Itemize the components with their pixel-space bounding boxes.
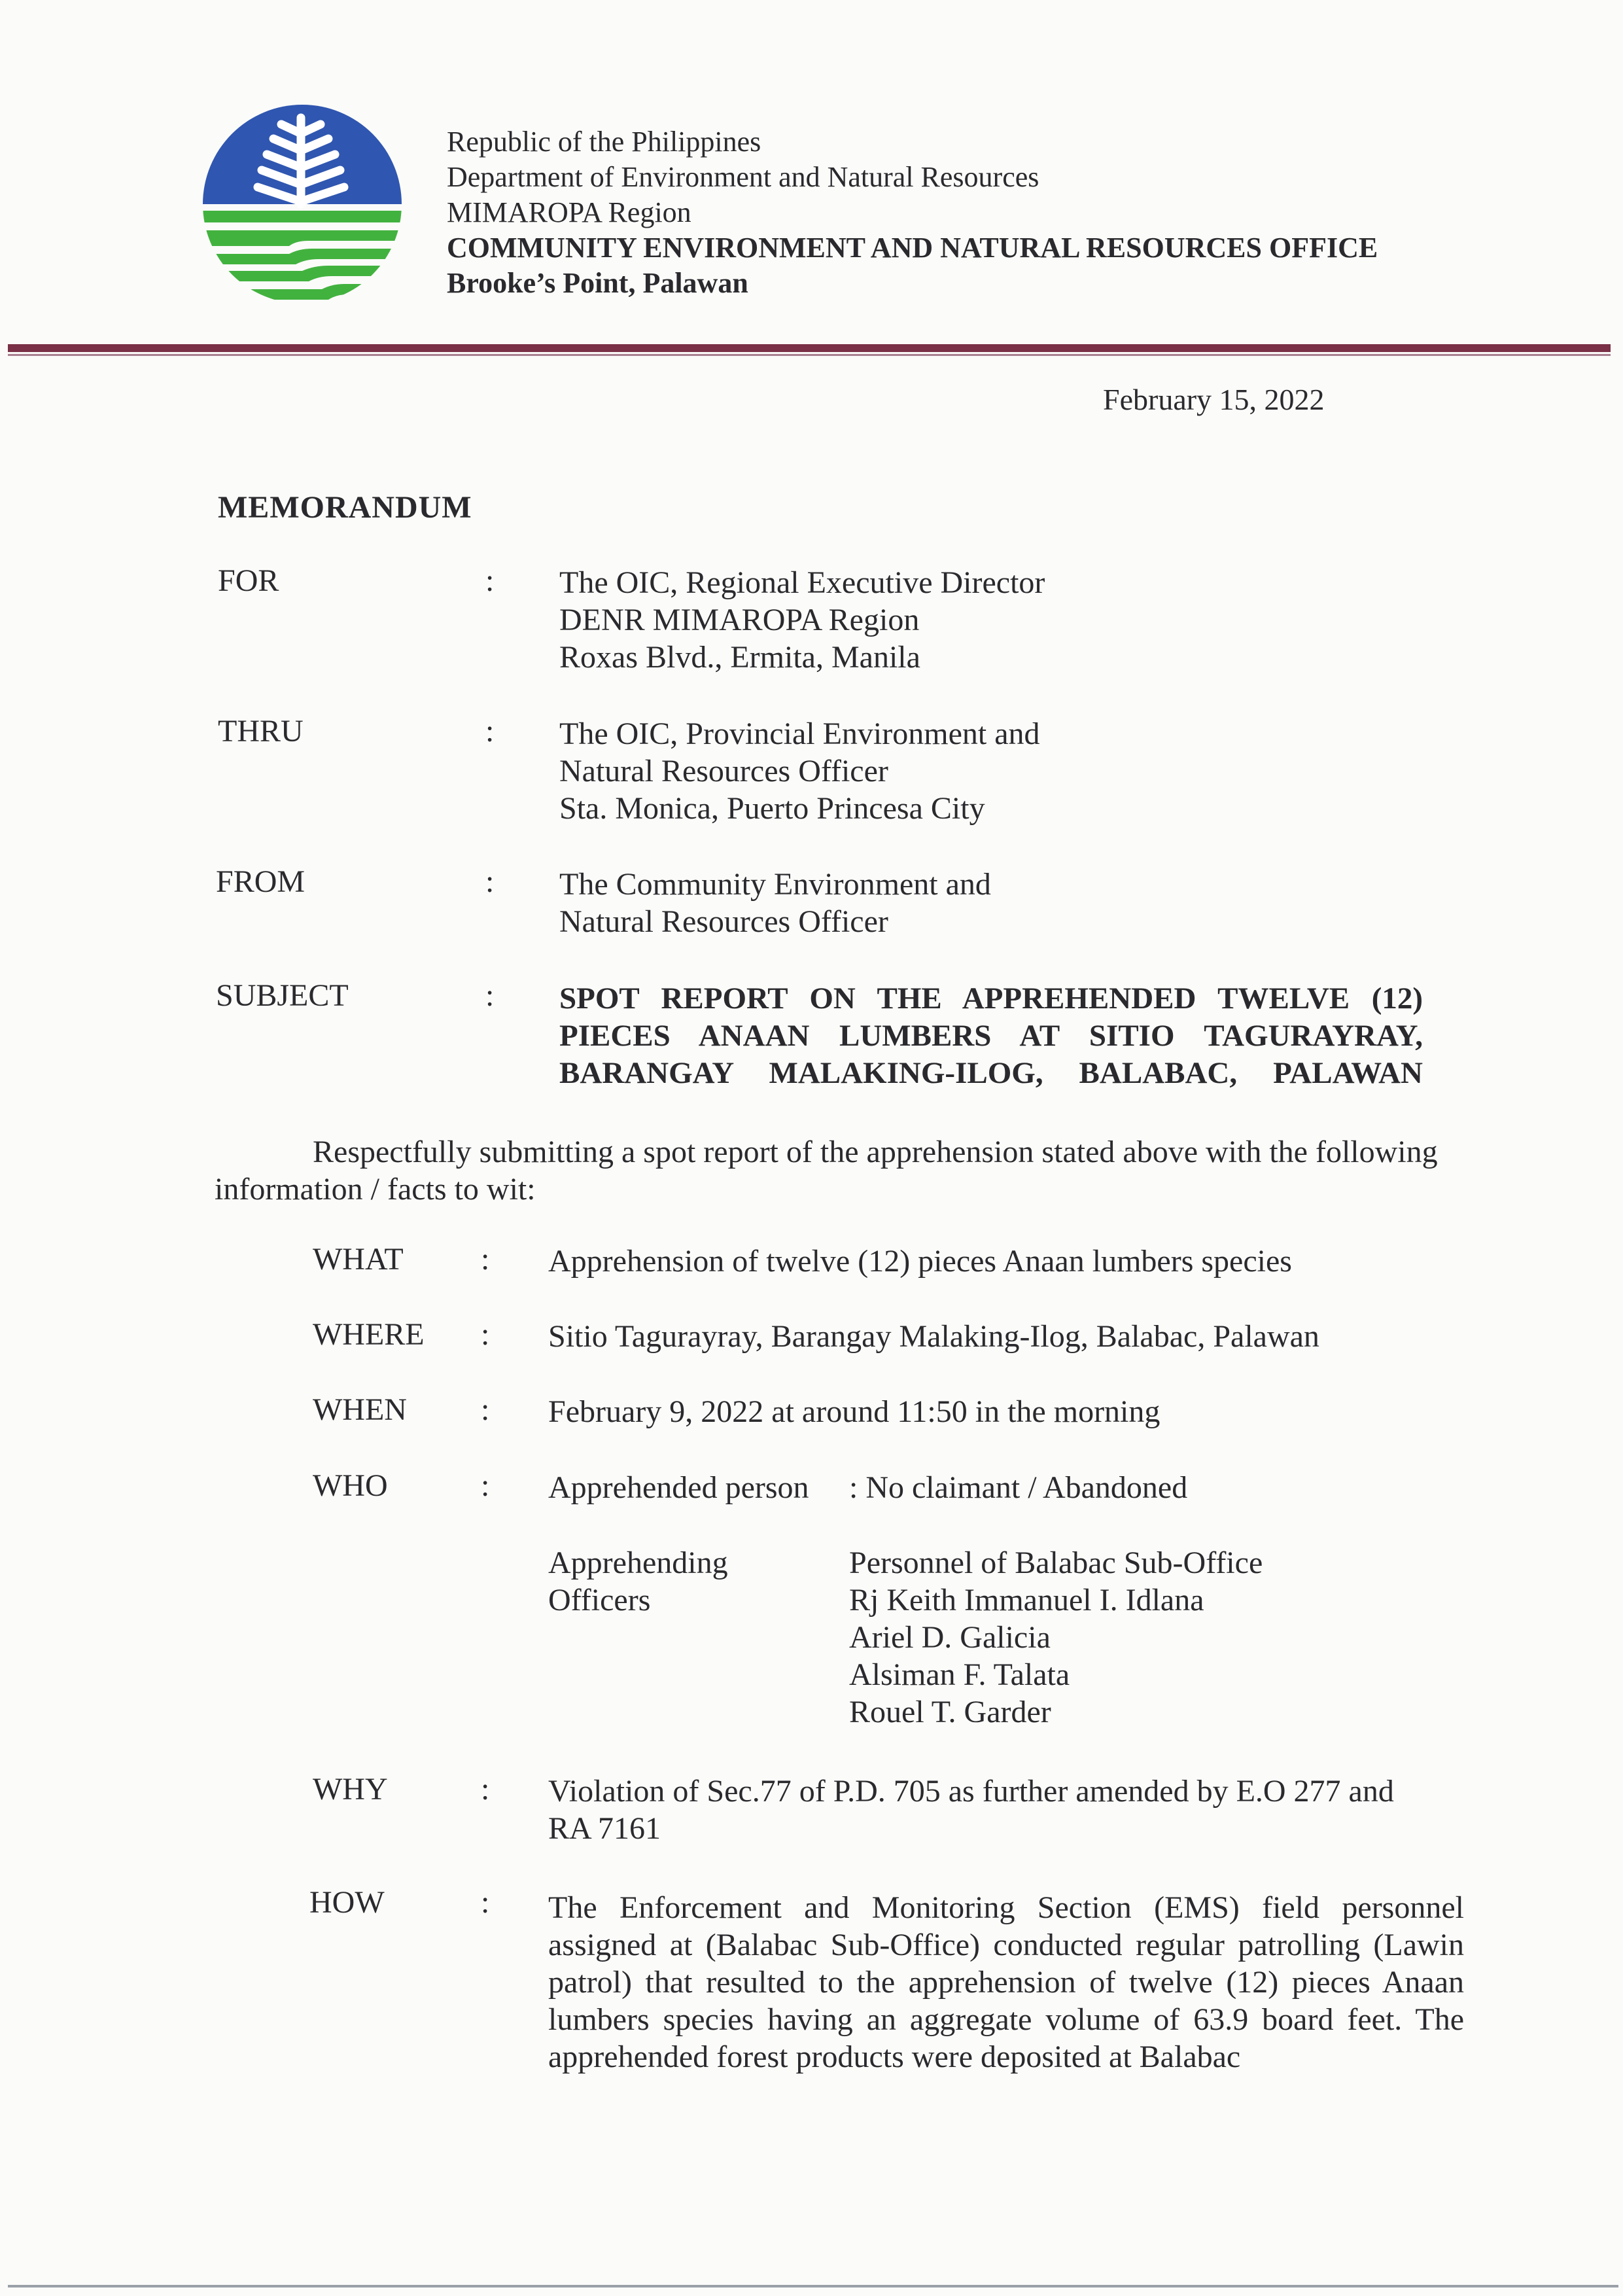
how-label: HOW [309,1885,385,1920]
thru-label: THRU [218,714,304,749]
subject-colon: : [485,978,495,1013]
denr-logo [198,99,407,309]
apprehending-officers-label-line: Apprehending [548,1545,728,1580]
what-colon: : [481,1242,490,1277]
officer-item: Rj Keith Immanuel I. Idlana [849,1583,1204,1617]
letterhead-location: Brooke’s Point, Palawan [447,267,748,299]
from-line: The Community Environment and [559,867,991,902]
thru-line: Natural Resources Officer [559,754,888,788]
page-bottom-edge [8,2285,1618,2287]
why-colon: : [481,1772,490,1807]
header-divider [8,344,1611,352]
letterhead-region: MIMAROPA Region [447,196,691,228]
for-label: FOR [218,563,279,598]
subject-line: PIECES ANAAN LUMBERS AT SITIO TAGURAYRAY, [559,1019,1423,1053]
for-line: DENR MIMAROPA Region [559,603,920,637]
apprehending-officers-label [548,1544,728,1619]
for-colon: : [485,563,495,598]
subject-label: SUBJECT [216,978,349,1013]
thru-line: Sta. Monica, Puerto Princesa City [559,791,985,826]
why-line: RA 7161 [548,1811,661,1846]
officer-item: Alsiman F. Talata [849,1657,1070,1692]
apprehending-officers-label-line: Officers [548,1583,651,1617]
from-value [559,866,991,940]
from-colon: : [485,864,495,899]
where-value: Sitio Tagurayray, Barangay Malaking-Ilog, Balabac, Palawan [548,1319,1319,1354]
from-line: Natural Resources Officer [559,904,888,939]
for-line: The OIC, Regional Executive Director [559,565,1045,600]
why-value [548,1773,1394,1847]
for-value [559,564,1045,676]
where-label: WHERE [313,1317,425,1352]
memo-date: February 15, 2022 [1103,383,1325,416]
why-label: WHY [313,1772,388,1807]
how-colon: : [481,1885,490,1920]
when-colon: : [481,1392,490,1427]
letterhead-department: Department of Environment and Natural Resources [447,161,1039,193]
letterhead-office: COMMUNITY ENVIRONMENT AND NATURAL RESOURCES OFFICE [447,232,1378,264]
subject-value [559,980,1423,1092]
officer-item: Rouel T. Garder [849,1695,1051,1729]
officer-item: Personnel of Balabac Sub-Office [849,1545,1263,1580]
apprehending-officers-list [849,1544,1263,1731]
letterhead [447,124,1378,301]
logo-land [198,211,407,300]
who-label: WHO [313,1468,388,1503]
letterhead-country: Republic of the Philippines [447,126,761,158]
apprehended-person-value: : No claimant / Abandoned [849,1470,1188,1505]
thru-value [559,715,1040,827]
from-label: FROM [216,864,305,899]
thru-line: The OIC, Provincial Environment and [559,716,1040,751]
where-colon: : [481,1317,490,1352]
for-line: Roxas Blvd., Ermita, Manila [559,640,920,675]
officer-item: Ariel D. Galicia [849,1620,1051,1655]
when-value: February 9, 2022 at around 11:50 in the morning [548,1394,1161,1429]
what-value: Apprehension of twelve (12) pieces Anaan lumbers species [548,1244,1292,1279]
how-paragraph: The Enforcement and Monitoring Section (EMS) field personnel assigned at (Balabac Sub-Office) conducted regular patrolling (Lawin patrol) that resulted to the apprehension of twelve (12) pieces Anaan lumbers species having an aggregate volume of 63.9 board feet. The apprehended forest products were deposited at Balabac [548,1890,1464,2074]
what-label: WHAT [313,1242,404,1277]
who-colon: : [481,1468,490,1503]
when-label: WHEN [313,1392,407,1427]
subject-line: SPOT REPORT ON THE APPREHENDED TWELVE (12) [559,981,1423,1016]
thru-colon: : [485,714,495,749]
subject-line: BARANGAY MALAKING-ILOG, BALABAC, PALAWAN [559,1056,1423,1090]
intro-paragraph: Respectfully submitting a spot report of the apprehension stated above with the following information / facts to wit: [215,1135,1438,1207]
header-divider-shadow [8,354,1611,356]
apprehended-person-label: Apprehended person [548,1470,809,1505]
why-line: Violation of Sec.77 of P.D. 705 as further amended by E.O 277 and [548,1774,1394,1809]
memo-title: MEMORANDUM [218,490,472,525]
